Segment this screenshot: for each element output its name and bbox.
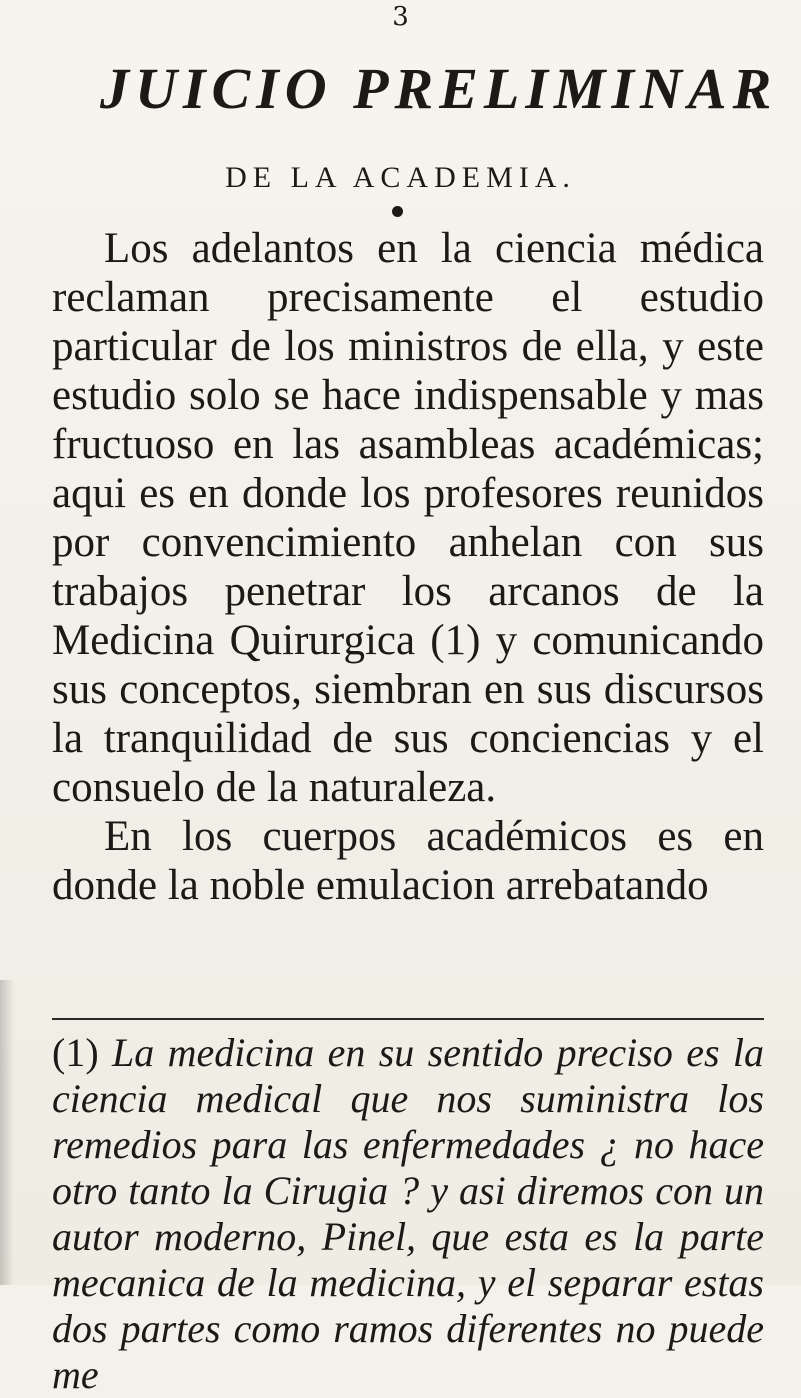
page-title: JUICIO PRELIMINAR — [100, 56, 778, 121]
footnote-text: La medicina en su sentido preciso es la ciencia medical que nos suministra los remedios para las enfermedades ¿ no hace otro tanto la Cirugia ? y asi diremos con un autor moderno, Pinel, que esta es la parte mecanica de la medicina, y el separar estas dos partes como ramos diferentes no puede me — [52, 1030, 765, 1397]
section-subtitle: DE LA ACADEMIA. — [225, 161, 576, 194]
body-paragraph: En los cuerpos académicos es en donde la noble emulacion arrebatando — [52, 813, 764, 909]
page-edge-shadow — [0, 980, 14, 1285]
footnote-divider — [52, 1018, 764, 1020]
page-number: 3 — [392, 2, 409, 32]
body-paragraph: Los adelantos en la ciencia médica reclaman precisamente el estudio particular de los ministros de ella, y este estudio solo se hace indispensable y mas fructuoso en las asambleas académicas; aqui es en donde los profesores reunidos por convencimiento anhelan con sus trabajos penetrar los arcanos de la Medicina Quirurgica (1) y comunicando sus conceptos, siembran en sus discursos la tranquilidad de sus conciencias y el consuelo de la naturaleza. — [52, 225, 764, 811]
ornament-dot-icon — [392, 206, 403, 217]
footnote — [52, 1030, 764, 1398]
footnote-marker: (1) — [52, 1030, 99, 1075]
body-text — [52, 224, 764, 910]
